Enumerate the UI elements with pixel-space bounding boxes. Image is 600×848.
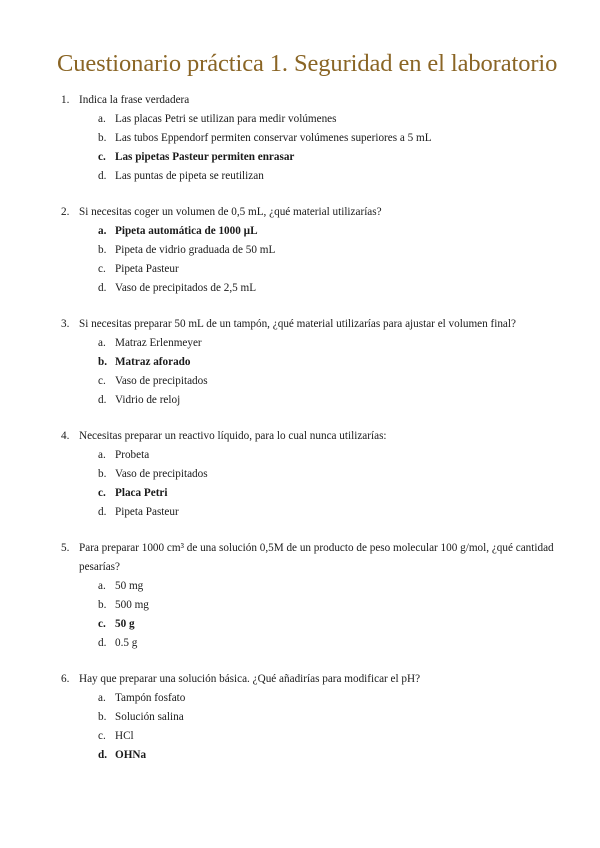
question-3	[0, 315, 600, 427]
option-list	[0, 222, 600, 298]
question-text: Hay que preparar una solución básica. ¿Qué añadirías para modificar el pH?	[79, 673, 421, 685]
option-b-correct	[0, 353, 600, 372]
question-text: Necesitas preparar un reactivo líquido, para lo cual nunca utilizarías:	[79, 430, 387, 442]
option-text: Las puntas de pipeta se reutilizan	[115, 170, 264, 182]
option-c-correct	[0, 148, 600, 167]
option-c	[0, 372, 600, 391]
question-number: 1.	[61, 94, 70, 106]
option-letter: d.	[98, 749, 108, 761]
option-text: Pipeta Pasteur	[115, 506, 179, 518]
option-letter: c.	[98, 263, 106, 275]
option-d	[0, 634, 600, 653]
option-text: Pipeta Pasteur	[115, 263, 179, 275]
question-4	[0, 427, 600, 539]
option-text: Las placas Petri se utilizan para medir volúmenes	[115, 113, 337, 125]
question-spacer	[0, 653, 600, 670]
question-spacer	[0, 410, 600, 427]
option-letter: b.	[98, 244, 107, 256]
option-c-correct	[0, 484, 600, 503]
option-letter: c.	[98, 487, 106, 499]
option-text: Probeta	[115, 449, 150, 461]
option-a	[0, 446, 600, 465]
option-list	[0, 446, 600, 522]
option-text: Vaso de precipitados de 2,5 mL	[115, 282, 257, 294]
question-number: 5.	[61, 542, 70, 554]
option-letter: a.	[98, 337, 106, 349]
question-number: 3.	[61, 318, 70, 330]
option-letter: d.	[98, 170, 107, 182]
option-a	[0, 334, 600, 353]
option-letter: b.	[98, 711, 107, 723]
option-list	[0, 334, 600, 410]
option-text: HCl	[115, 730, 134, 742]
option-text: Pipeta automática de 1000 µL	[115, 225, 258, 237]
option-letter: c.	[98, 375, 106, 387]
option-b	[0, 241, 600, 260]
option-b	[0, 708, 600, 727]
question-spacer	[0, 298, 600, 315]
option-a	[0, 689, 600, 708]
document-title: Cuestionario práctica 1. Seguridad en el laboratorio	[57, 50, 558, 77]
option-letter: a.	[98, 580, 106, 592]
option-list	[0, 577, 600, 653]
option-letter: a.	[98, 113, 106, 125]
option-letter: d.	[98, 506, 107, 518]
option-text: 50 mg	[115, 580, 144, 592]
option-text: Tampón fosfato	[115, 692, 186, 704]
option-letter: c.	[98, 730, 106, 742]
question-text: Si necesitas preparar 50 mL de un tampón, ¿qué material utilizarías para ajustar el volumen final?	[79, 318, 516, 330]
question-text: Para preparar 1000 cm³ de una solución 0,5M de un producto de peso molecular 100 g/mol, ¿qué cantidad pesarías?	[79, 542, 554, 573]
option-text: OHNa	[115, 749, 147, 761]
option-letter: a.	[98, 225, 107, 237]
option-d	[0, 503, 600, 522]
question-spacer	[0, 522, 600, 539]
option-letter: b.	[98, 599, 107, 611]
option-a-correct	[0, 222, 600, 241]
question-list	[0, 91, 600, 765]
option-text: Vaso de precipitados	[115, 375, 208, 387]
option-list	[0, 689, 600, 765]
option-letter: a.	[98, 692, 106, 704]
option-text: 500 mg	[115, 599, 149, 611]
option-d	[0, 167, 600, 186]
question-text: Si necesitas coger un volumen de 0,5 mL, ¿qué material utilizarías?	[79, 206, 382, 218]
question-number: 4.	[61, 430, 70, 442]
question-1	[0, 91, 600, 203]
option-letter: d.	[98, 637, 107, 649]
option-a	[0, 577, 600, 596]
option-letter: b.	[98, 468, 107, 480]
option-d-correct	[0, 746, 600, 765]
question-5	[0, 539, 600, 670]
option-text: 50 g	[115, 618, 135, 630]
option-c-correct	[0, 615, 600, 634]
option-b	[0, 129, 600, 148]
option-c	[0, 727, 600, 746]
option-text: Vidrio de reloj	[115, 394, 181, 406]
option-text: Placa Petri	[115, 487, 168, 499]
question-text: Indica la frase verdadera	[79, 94, 190, 106]
option-text: Vaso de precipitados	[115, 468, 208, 480]
option-text: 0.5 g	[115, 637, 138, 649]
option-letter: b.	[98, 356, 108, 368]
option-letter: a.	[98, 449, 106, 461]
option-list	[0, 110, 600, 186]
option-b	[0, 465, 600, 484]
option-text: Matraz Erlenmeyer	[115, 337, 202, 349]
option-c	[0, 260, 600, 279]
option-letter: d.	[98, 394, 107, 406]
question-spacer	[0, 186, 600, 203]
option-text: Las pipetas Pasteur permiten enrasar	[115, 151, 295, 163]
option-letter: c.	[98, 151, 106, 163]
question-6	[0, 670, 600, 765]
question-number: 2.	[61, 206, 70, 218]
question-number: 6.	[61, 673, 70, 685]
option-text: Las tubos Eppendorf permiten conservar volúmenes superiores a 5 mL	[115, 132, 432, 144]
option-text: Pipeta de vidrio graduada de 50 mL	[115, 244, 276, 256]
option-a	[0, 110, 600, 129]
option-letter: c.	[98, 618, 106, 630]
question-2	[0, 203, 600, 315]
option-text: Solución salina	[115, 711, 184, 723]
option-d	[0, 391, 600, 410]
option-letter: d.	[98, 282, 107, 294]
option-text: Matraz aforado	[115, 356, 191, 368]
option-letter: b.	[98, 132, 107, 144]
option-d	[0, 279, 600, 298]
option-b	[0, 596, 600, 615]
